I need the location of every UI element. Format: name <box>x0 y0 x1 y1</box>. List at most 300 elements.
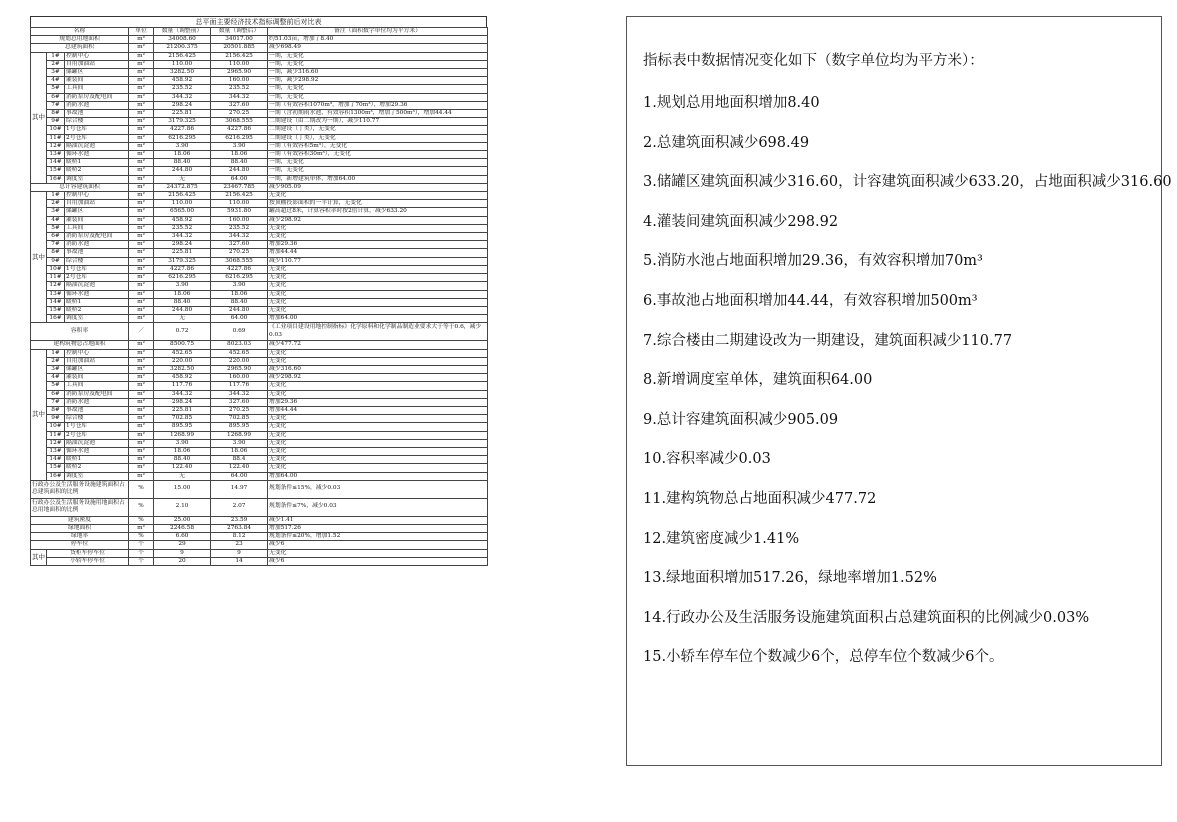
row-name: 消防泵房及配电间 <box>65 233 129 241</box>
row-name: 2号仓库 <box>65 134 129 142</box>
row-name: 暖桥2 <box>65 306 129 314</box>
row-before: 110.00 <box>154 200 211 208</box>
table-row <box>31 431 488 439</box>
row-name: 消防水池 <box>65 398 129 406</box>
table-row <box>31 323 488 341</box>
table-row <box>31 118 488 126</box>
row-index: 16# <box>47 472 65 480</box>
row-name: 灌装间 <box>65 77 129 85</box>
row-index: 10# <box>47 265 65 273</box>
row-name: 灌装间 <box>65 216 129 224</box>
row-before: 无 <box>154 175 211 183</box>
row-before: 244.80 <box>154 306 211 314</box>
row-unit: m² <box>129 110 154 118</box>
row-note: 一期（有效容积5m³），无变化 <box>268 142 488 150</box>
note-item: 1.规划总用地面积增加8.40 <box>643 95 820 111</box>
row-after: 270.25 <box>211 406 268 414</box>
row-note: 规划条件≤7%，减少0.03 <box>268 498 488 516</box>
row-index: 16# <box>47 315 65 323</box>
group-label: 其中 <box>31 349 47 480</box>
row-before: 344.32 <box>154 233 211 241</box>
row-after: 235.52 <box>211 224 268 232</box>
row-name: 暖桥1 <box>65 298 129 306</box>
note-item: 9.总计容建筑面积减少905.09 <box>643 411 839 428</box>
row-note: 一期（有效容积30m³），无变化 <box>268 151 488 159</box>
row-after: 160.00 <box>211 216 268 224</box>
row-after: 18.06 <box>211 290 268 298</box>
row-before: 9 <box>154 549 211 557</box>
row-note: 增加29.36 <box>268 241 488 249</box>
row-before: 3.90 <box>154 439 211 447</box>
row-name: 综合楼 <box>65 118 129 126</box>
row-after: 220.00 <box>211 357 268 365</box>
notes-heading: 指标表中数据情况变化如下（数字单位均为平方米）： <box>643 53 984 69</box>
row-before: 344.32 <box>154 93 211 101</box>
row-after: 4227.86 <box>211 265 268 273</box>
row-after: 344.32 <box>211 233 268 241</box>
row-name: 隔油沉淀池 <box>65 282 129 290</box>
header-after: 数量（调整后） <box>211 28 268 36</box>
row-note: 无变化 <box>268 357 488 365</box>
row-unit: m² <box>129 44 154 52</box>
row-before: 88.40 <box>154 298 211 306</box>
row-unit: m² <box>129 134 154 142</box>
row-name: 建构筑物总占地面积 <box>31 341 129 349</box>
row-note: 无变化 <box>268 282 488 290</box>
row-after: 3.90 <box>211 282 268 290</box>
row-unit: m² <box>129 224 154 232</box>
row-name: 循环水池 <box>65 151 129 159</box>
table-row <box>31 365 488 373</box>
row-index: 15# <box>47 306 65 314</box>
row-before: 298.24 <box>154 398 211 406</box>
row-before: 225.81 <box>154 406 211 414</box>
row-before: 3179.325 <box>154 118 211 126</box>
row-before: 6216.295 <box>154 134 211 142</box>
table-header-row <box>31 28 488 36</box>
row-note: 按顶棚投影面积的一半计算，无变化 <box>268 200 488 208</box>
row-index: 15# <box>47 167 65 175</box>
row-unit: m² <box>129 101 154 109</box>
note-item: 8.新增调度室单体，建筑面积64.00 <box>643 372 873 389</box>
group-label: 其中 <box>31 52 47 183</box>
row-note: 无变化 <box>268 265 488 273</box>
row-name: 储罐区 <box>65 365 129 373</box>
row-after: 2156.425 <box>211 52 268 60</box>
row-unit: m² <box>129 382 154 390</box>
table-row <box>31 159 488 167</box>
note-item: 14.行政办公及生活服务设施建筑面积占总建筑面积的比例减少0.03% <box>643 609 1090 626</box>
table-row <box>31 167 488 175</box>
table-row <box>31 315 488 323</box>
row-note: 规划条件≤20%，增加1.52 <box>268 533 488 541</box>
row-name: 隔油沉淀池 <box>65 439 129 447</box>
row-index: 13# <box>47 290 65 298</box>
row-name: 绿地率 <box>31 533 129 541</box>
row-name: 行政办公及生活服务设施建筑面积占总建筑面积的比例 <box>31 480 129 498</box>
table-row <box>31 516 488 524</box>
row-before: 6565.00 <box>154 208 211 216</box>
row-name: 总计容建筑面积 <box>31 183 129 191</box>
row-index: 1# <box>47 349 65 357</box>
row-note: 无变化 <box>268 423 488 431</box>
row-index: 8# <box>47 110 65 118</box>
row-unit: m² <box>129 398 154 406</box>
row-after: 3.90 <box>211 142 268 150</box>
row-note: 规划条件≤15%，减少0.03 <box>268 480 488 498</box>
row-unit: m² <box>129 159 154 167</box>
row-index: 13# <box>47 447 65 455</box>
row-index: 16# <box>47 175 65 183</box>
row-after: 2763.84 <box>211 524 268 532</box>
change-notes-panel <box>626 16 1172 766</box>
row-note: 无变化 <box>268 224 488 232</box>
row-before: 6.60 <box>154 533 211 541</box>
row-name: 综合楼 <box>65 415 129 423</box>
row-name: 暖桥1 <box>65 456 129 464</box>
row-after: 64.00 <box>211 315 268 323</box>
table-row <box>31 439 488 447</box>
note-item: 10.容积率减少0.03 <box>643 451 771 468</box>
row-before: 244.80 <box>154 167 211 175</box>
row-unit: m² <box>129 216 154 224</box>
table-row <box>31 398 488 406</box>
row-after: 88.40 <box>211 159 268 167</box>
row-unit: m² <box>129 374 154 382</box>
row-note: 增加64.00 <box>268 472 488 480</box>
row-after: 2.07 <box>211 498 268 516</box>
row-unit: m² <box>129 341 154 349</box>
row-after: 0.69 <box>211 323 268 341</box>
row-name: 调度室 <box>65 315 129 323</box>
row-after: 9 <box>211 549 268 557</box>
row-name: 停车位 <box>31 541 129 549</box>
row-note: 无变化 <box>268 456 488 464</box>
row-after: 160.00 <box>211 374 268 382</box>
row-after: 122.40 <box>211 464 268 472</box>
table-row <box>31 456 488 464</box>
row-name: 事故池 <box>65 249 129 257</box>
row-index: 2# <box>47 357 65 365</box>
table-row <box>31 93 488 101</box>
note-item: 3.储罐区建筑面积减少316.60，计容建筑面积减少633.20，占地面积减少316.60 <box>643 174 1172 191</box>
row-after: 8.12 <box>211 533 268 541</box>
row-before: 21200.375 <box>154 44 211 52</box>
row-after: 18.06 <box>211 151 268 159</box>
row-name: 控制中心 <box>65 52 129 60</box>
row-note: 无变化 <box>268 390 488 398</box>
table-row <box>31 192 488 200</box>
row-before: 110.00 <box>154 60 211 68</box>
row-unit: m² <box>129 349 154 357</box>
row-after: 88.40 <box>211 298 268 306</box>
row-after: 702.85 <box>211 415 268 423</box>
row-before: 2.10 <box>154 498 211 516</box>
row-unit: m² <box>129 200 154 208</box>
table-row <box>31 541 488 549</box>
row-note: 无变化 <box>268 349 488 357</box>
table-row <box>31 341 488 349</box>
row-index: 15# <box>47 464 65 472</box>
table-row <box>31 415 488 423</box>
row-note: 一期，无变化 <box>268 85 488 93</box>
row-index: 12# <box>47 142 65 150</box>
note-item: 5.消防水池占地面积增加29.36，有效容积增加70m³ <box>643 253 983 270</box>
row-name: 自用加油站 <box>65 200 129 208</box>
row-unit: 个 <box>129 549 154 557</box>
group-label: 其中 <box>31 192 47 323</box>
row-after: 110.00 <box>211 60 268 68</box>
table-row <box>31 216 488 224</box>
row-before: 3282.50 <box>154 69 211 77</box>
row-name: 消防泵房及配电间 <box>65 93 129 101</box>
row-unit: % <box>129 498 154 516</box>
row-after: 23 <box>211 541 268 549</box>
row-name: 行政办公及生活服务设施用地面积占总用地面积的比例 <box>31 498 129 516</box>
note-item: 2.总建筑面积减少698.49 <box>643 134 810 151</box>
table-row <box>31 134 488 142</box>
row-before: 0.72 <box>154 323 211 341</box>
row-unit: m² <box>129 69 154 77</box>
table-row <box>31 257 488 265</box>
row-after: 34017.00 <box>211 36 268 44</box>
row-after: 4227.86 <box>211 126 268 134</box>
row-note: 增加44.44 <box>268 249 488 257</box>
table-title: 总平面主要经济技术指标调整前后对比表 <box>30 16 487 27</box>
row-note: 增加44.44 <box>268 406 488 414</box>
row-note: 无变化 <box>268 274 488 282</box>
row-note: 减少6 <box>268 541 488 549</box>
row-unit: m² <box>129 472 154 480</box>
row-unit: m² <box>129 464 154 472</box>
table-row <box>31 533 488 541</box>
row-index: 9# <box>47 257 65 265</box>
table-row <box>31 77 488 85</box>
row-note: 一期，减少316.60 <box>268 69 488 77</box>
row-name: 控制中心 <box>65 192 129 200</box>
table-row <box>31 85 488 93</box>
row-index: 10# <box>47 423 65 431</box>
row-index: 6# <box>47 233 65 241</box>
row-name: 暖桥1 <box>65 159 129 167</box>
header-name: 名称 <box>31 28 129 36</box>
row-name: 自用加油站 <box>65 357 129 365</box>
row-after: 18.06 <box>211 447 268 455</box>
row-before: 298.24 <box>154 241 211 249</box>
row-before: 29 <box>154 541 211 549</box>
row-before: 3.90 <box>154 142 211 150</box>
row-name: 工具间 <box>65 382 129 390</box>
row-name: 2号仓库 <box>65 431 129 439</box>
row-after: 6216.295 <box>211 274 268 282</box>
row-after: 23467.785 <box>211 183 268 191</box>
row-index: 3# <box>47 208 65 216</box>
row-note: 无变化 <box>268 233 488 241</box>
table-row <box>31 151 488 159</box>
row-before: 225.81 <box>154 249 211 257</box>
row-before: 24372.875 <box>154 183 211 191</box>
group-label: 其中 <box>31 549 47 565</box>
row-note: 罐高超过8米，计算容积率时按2倍计算，减少633.20 <box>268 208 488 216</box>
row-name: 自用加油站 <box>65 60 129 68</box>
row-index: 7# <box>47 398 65 406</box>
table-row <box>31 498 488 516</box>
row-unit: m² <box>129 208 154 216</box>
row-unit: m² <box>129 365 154 373</box>
table-row <box>31 208 488 216</box>
row-after: 270.25 <box>211 249 268 257</box>
row-after: 2965.90 <box>211 69 268 77</box>
row-name: 控制中心 <box>65 349 129 357</box>
table-row <box>31 298 488 306</box>
table-row <box>31 183 488 191</box>
table-row <box>31 524 488 532</box>
row-after: 23.59 <box>211 516 268 524</box>
row-note: 无变化 <box>268 306 488 314</box>
row-unit: m² <box>129 183 154 191</box>
row-unit: m² <box>129 415 154 423</box>
table-row <box>31 60 488 68</box>
row-name: 工具间 <box>65 224 129 232</box>
row-note: 减少905.09 <box>268 183 488 191</box>
row-note: 无变化 <box>268 439 488 447</box>
row-unit: m² <box>129 167 154 175</box>
row-after: 3068.555 <box>211 118 268 126</box>
row-after: 235.52 <box>211 85 268 93</box>
row-index: 12# <box>47 282 65 290</box>
row-name: 消防水池 <box>65 241 129 249</box>
row-name: 工具间 <box>65 85 129 93</box>
row-name: 消防水池 <box>65 101 129 109</box>
row-note: 减少698.49 <box>268 44 488 52</box>
row-name: 暖桥2 <box>65 167 129 175</box>
row-before: 122.40 <box>154 464 211 472</box>
note-item: 6.事故池占地面积增加44.44，有效容积增加500m³ <box>643 292 978 309</box>
table-row <box>31 110 488 118</box>
row-note: 约51.03亩，增加了8.40 <box>268 36 488 44</box>
row-unit: ／ <box>129 323 154 341</box>
row-unit: m² <box>129 524 154 532</box>
row-name: 1号仓库 <box>65 265 129 273</box>
table-row <box>31 382 488 390</box>
row-note: 减少1.41 <box>268 516 488 524</box>
row-before: 18.06 <box>154 151 211 159</box>
row-after: 8023.03 <box>211 341 268 349</box>
table-row <box>31 357 488 365</box>
row-unit: m² <box>129 390 154 398</box>
row-after: 895.95 <box>211 423 268 431</box>
row-index: 4# <box>47 77 65 85</box>
row-name: 储罐区 <box>65 69 129 77</box>
row-index: 7# <box>47 241 65 249</box>
table-row <box>31 549 488 557</box>
table-row <box>31 464 488 472</box>
row-before: 34008.60 <box>154 36 211 44</box>
row-note: 一期，新增建筑单体，增加64.00 <box>268 175 488 183</box>
table-row <box>31 249 488 257</box>
row-after: 14 <box>211 557 268 565</box>
row-index: 5# <box>47 85 65 93</box>
row-unit: m² <box>129 274 154 282</box>
row-name: 调度室 <box>65 175 129 183</box>
row-note: 增加29.36 <box>268 398 488 406</box>
row-note: 减少298.92 <box>268 216 488 224</box>
row-before: 235.52 <box>154 85 211 93</box>
row-index: 2# <box>47 200 65 208</box>
row-unit: m² <box>129 175 154 183</box>
row-before: 344.32 <box>154 390 211 398</box>
note-item: 4.灌装间建筑面积减少298.92 <box>643 213 839 230</box>
row-unit: m² <box>129 52 154 60</box>
row-unit: m² <box>129 93 154 101</box>
row-index: 3# <box>47 69 65 77</box>
row-before: 458.92 <box>154 216 211 224</box>
note-item: 12.建筑密度减少1.41% <box>643 530 800 547</box>
row-before: 458.92 <box>154 374 211 382</box>
note-item: 11.建构筑物总占地面积减少477.72 <box>643 490 877 507</box>
row-unit: m² <box>129 423 154 431</box>
row-unit: m² <box>129 290 154 298</box>
row-before: 无 <box>154 315 211 323</box>
row-note: 二期建设（丁类），无变化 <box>268 126 488 134</box>
comparison-table-panel <box>30 16 487 566</box>
row-index: 7# <box>47 101 65 109</box>
table-row <box>31 423 488 431</box>
row-after: 270.25 <box>211 110 268 118</box>
row-unit: m² <box>129 60 154 68</box>
table-body <box>31 28 488 566</box>
row-before: 6216.295 <box>154 274 211 282</box>
table-row <box>31 406 488 414</box>
row-note: 一期，减少298.92 <box>268 77 488 85</box>
row-note: 无变化 <box>268 415 488 423</box>
row-after: 244.80 <box>211 306 268 314</box>
row-before: 2156.425 <box>154 52 211 60</box>
table-row <box>31 390 488 398</box>
row-name: 隔油沉淀池 <box>65 142 129 150</box>
table-row <box>31 101 488 109</box>
row-unit: m² <box>129 118 154 126</box>
row-name: 小轿车停车位 <box>47 557 129 565</box>
row-note: 增加64.00 <box>268 315 488 323</box>
row-name: 货柜车停车位 <box>47 549 129 557</box>
row-unit: % <box>129 516 154 524</box>
row-after: 160.00 <box>211 77 268 85</box>
row-before: 88.40 <box>154 456 211 464</box>
row-index: 5# <box>47 382 65 390</box>
table-row <box>31 290 488 298</box>
row-name: 容积率 <box>31 323 129 341</box>
row-index: 6# <box>47 390 65 398</box>
row-name: 规划总用地面积 <box>31 36 129 44</box>
row-note: 减少298.92 <box>268 374 488 382</box>
row-after: 64.00 <box>211 175 268 183</box>
row-note: 无变化 <box>268 290 488 298</box>
row-name: 1号仓库 <box>65 423 129 431</box>
row-name: 事故池 <box>65 406 129 414</box>
table-row <box>31 44 488 52</box>
row-unit: % <box>129 480 154 498</box>
table-row <box>31 69 488 77</box>
row-before: 15.00 <box>154 480 211 498</box>
table-row <box>31 349 488 357</box>
row-after: 344.32 <box>211 93 268 101</box>
row-note: 减少316.60 <box>268 365 488 373</box>
row-note: 无变化 <box>268 464 488 472</box>
table-row <box>31 306 488 314</box>
row-index: 10# <box>47 126 65 134</box>
note-item: 13.绿地面积增加517.26，绿地率增加1.52% <box>643 570 937 587</box>
